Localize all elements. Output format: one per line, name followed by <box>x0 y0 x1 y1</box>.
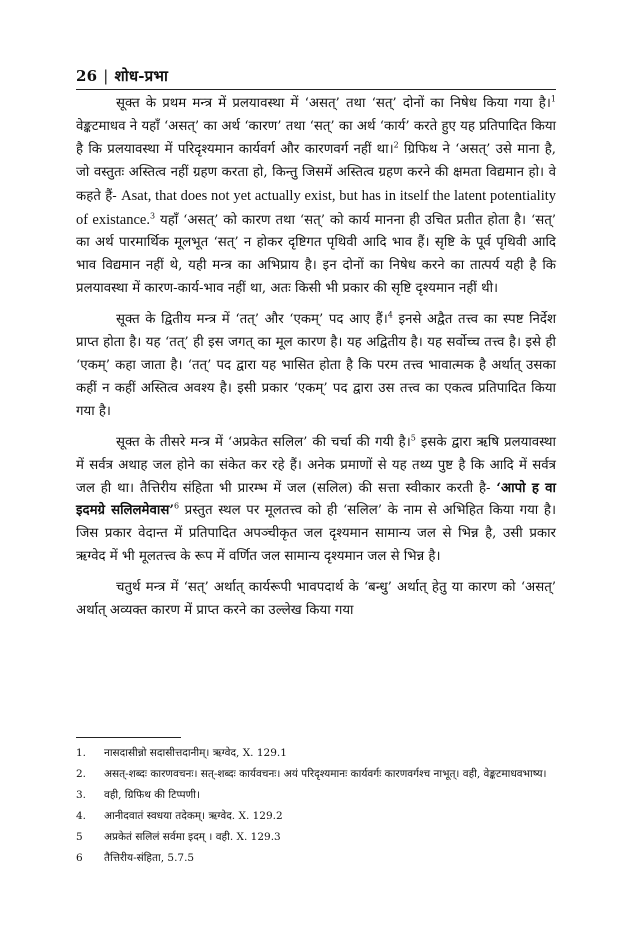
text-run: ग्रिफिथ ने ‘असत्’ उसे माना है, जो वस्तुतः अस्तित्व नहीं ग्रहण करता हो, किन्तु जिसमें अस्तित्व ग्रहण करने की क्षमता विद्यमान हो। वे कहते हैं- <box>76 141 557 204</box>
footnote-item <box>76 850 556 866</box>
footnote-text: आनीदवातं स्वधया तदेकम्। ऋग्वेद. X. 129.2 <box>104 810 283 822</box>
footnote-ref: 3 <box>149 211 156 221</box>
footnote-item <box>76 745 556 761</box>
english-quote: Asat, that does not yet actually exist, but has in itself the latent potentiality of existance. <box>76 187 557 228</box>
footnote-ref: 5 <box>410 433 416 443</box>
footnote-ref: 6 <box>173 501 180 511</box>
footnote-number: 6 <box>76 852 83 864</box>
footnote-ref: 4 <box>387 310 393 320</box>
body-paragraph <box>76 432 556 569</box>
footnote-number: 1. <box>76 747 87 759</box>
text-run: सूक्त के तीसरे मन्त्र में ‘अप्रकेत सलिल’ की चर्चा की गयी है। <box>116 434 411 450</box>
footnote-text: अप्रकेतं सलिलं सर्वमा इदम् । वही. X. 129.3 <box>104 831 281 843</box>
footnote-text: वही, ग्रिफिथ की टिप्पणी। <box>104 789 200 801</box>
footnote-text: तैत्तिरीय-संहिता, 5.7.5 <box>104 852 195 864</box>
body-paragraph <box>76 93 556 301</box>
header-separator: | <box>103 67 109 85</box>
footnote-number: 4. <box>76 810 87 822</box>
text-run: वेङ्कटमाधव ने यहाँ ‘असत्’ का अर्थ ‘कारण’ तथा ‘सत्’ का अर्थ ‘कार्य’ करते हुए यह प्रतिपादित किया है कि प्रलयावस्था में परिदृश्यमान कार्यवर्ग और कारणवर्ग नहीं था। <box>76 118 556 157</box>
text-run: सूक्त के प्रथम मन्त्र में प्रलयावस्था में ‘असत्’ तथा ‘सत्’ दोनों का निषेध किया गया है। <box>116 96 551 111</box>
text-run: चतुर्थ मन्त्र में ‘सत्’ अर्थात् कार्यरूपी भावपदार्थ के ‘बन्धु’ अर्थात् हेतु या कारण को ‘असत्’ अर्थात् अव्यक्त कारण में प्राप्त करने का उल्लेख किया गया <box>76 580 556 619</box>
footnotes <box>76 745 556 871</box>
text-run: इनसे अद्वैत तत्त्व का स्पष्ट निर्देश प्राप्त होता है। यह ‘तत्’ ही इस जगत् का मूल कारण है। यह अद्वितीय है। यह सर्वोच्च तत्त्व है। इसे ही ‘एकम्’ कहा जाता है। ‘तत्’ पद द्वारा यह भासित होता है कि परम तत्त्व भावात्मक है अर्थात् उसका कहीं न कहीं अस्तित्व अवश्य है। इसी प्रकार ‘एकम्’ पद द्वारा उस तत्त्व का एकत्व प्रतिपादित किया गया है। <box>76 312 556 419</box>
footnote-rule <box>76 737 181 738</box>
footnote-number: 3. <box>76 789 87 801</box>
footnote-text: नासदासीन्नो सदासीत्तदानीम्। ऋग्वेद, X. 129.1 <box>104 747 287 759</box>
running-header <box>76 66 556 86</box>
footnote-item <box>76 808 556 824</box>
page-number: 26 <box>76 67 98 85</box>
text-run: सूक्त के द्वितीय मन्त्र में ‘तत्’ और ‘एकम्’ पद आए हैं। <box>116 312 388 328</box>
text-run: इसके द्वारा ऋषि प्रलयावस्था में सर्वत्र अथाह जल होने का संकेत कर रहे हैं। अनेक प्रमाणों से यह तथ्य पुष्ट है कि आदि में सर्वत्र जल ही था। तैत्तिरीय संहिता भी प्रारम्भ में जल (सलिल) की सत्ता स्वीकार करती है- <box>76 434 556 496</box>
footnote-item <box>76 766 556 782</box>
footnote-item <box>76 787 556 803</box>
footnote-ref: 1 <box>550 94 556 104</box>
footnote-ref: 2 <box>393 140 399 150</box>
sanskrit-quote: ‘आपो ह वा इदमग्रे सलिलमेवास’ <box>76 480 557 519</box>
body-paragraph <box>76 309 556 424</box>
footnote-number: 5 <box>76 831 83 843</box>
footnote-item <box>76 829 556 845</box>
text-run: प्रस्तुत स्थल पर मूलतत्त्व को ही ‘सलिल’ के नाम से अभिहित किया गया है। जिस प्रकार वेदान्त में प्रतिपादित अपञ्चीकृत जल दृश्यमान सामान्य जल से भिन्न है, उसी प्रकार ऋग्वेद में भी मूलतत्त्व के रूप में वर्णित जल सामान्य दृश्यमान जल से भिन्न है। <box>76 503 556 565</box>
body-text <box>76 93 556 623</box>
journal-title: शोध-प्रभा <box>114 67 169 85</box>
body-paragraph <box>76 577 556 623</box>
header-rule <box>76 89 556 90</box>
footnote-number: 2. <box>76 768 87 780</box>
footnote-text: असत्-शब्दः कारणवचनः। सत्-शब्दः कार्यवचनः। अयं परिदृश्यमानः कार्यवर्गः कारणवर्गश्च नाभूत्। वही, वेङ्कटमाधवभाष्य। <box>104 768 547 780</box>
text-run: यहाँ ‘असत्’ को कारण तथा ‘सत्’ को कार्य मानना ही उचित प्रतीत होता है। ‘सत्’ का अर्थ पारमार्थिक मूलभूत ‘सत्’ न होकर दृष्टिगत पृथिवी आदि भाव हैं। सृष्टि के पूर्व पृथिवी आदि भाव विद्यमान नहीं थे, यही मन्त्र का अभिप्राय है। इन दोनों का निषेध करने का तात्पर्य यही है कि प्रलयावस्था में कारण-कार्य-भाव नहीं था, अतः किसी भी प्रकार की सृष्टि दृश्यमान नहीं थी। <box>76 212 556 297</box>
